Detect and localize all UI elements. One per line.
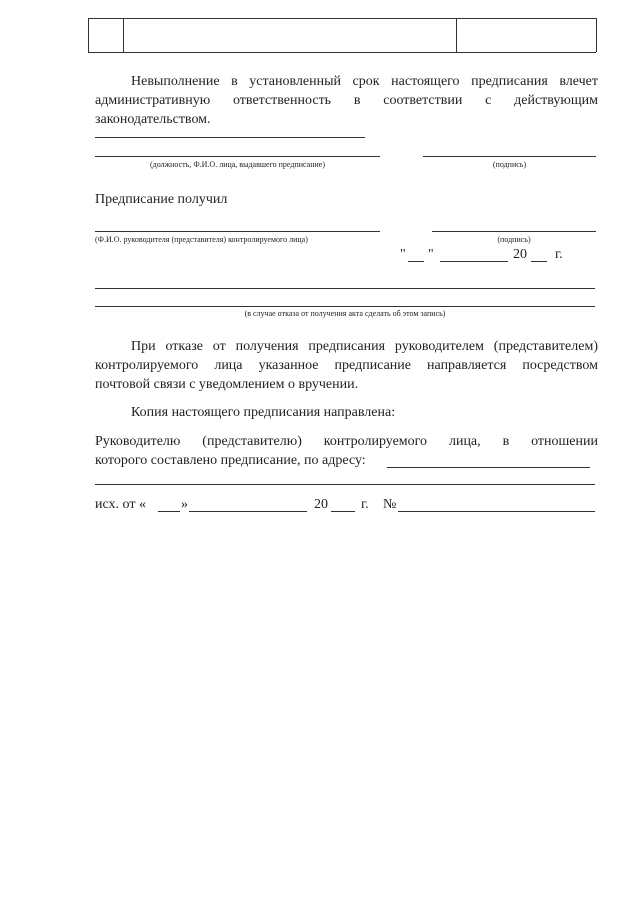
penalty-notice-line3: законодательством.	[95, 112, 211, 127]
head-name-line	[95, 231, 380, 232]
refusal-note-label: (в случае отказа от получения акта сделать об этом запись)	[244, 309, 446, 318]
recipient-paragraph	[95, 432, 598, 470]
outgoing-year-suffix: г.	[361, 497, 369, 512]
address-line	[387, 467, 590, 468]
refusal-paragraph-line3: почтовой связи с уведомлением о вручении.	[95, 377, 359, 392]
blank-line	[95, 137, 365, 138]
issuer-signature-label: (подпись)	[492, 160, 527, 169]
date-quote-open: "	[400, 247, 406, 262]
penalty-notice-line1: Невыполнение в установленный срок настоящего предписания влечет	[131, 74, 598, 89]
refusal-paragraph-line1: При отказе от получения предписания руководителем (представителем)	[131, 339, 598, 354]
date-year-suffix: г.	[555, 247, 563, 262]
issuer-signature-line	[423, 156, 596, 157]
refusal-paragraph-line2: контролируемого лица указанное предписание направляется посредством	[95, 358, 598, 373]
outgoing-year-prefix: 20	[314, 497, 328, 512]
date-year-prefix: 20	[513, 247, 527, 262]
outgoing-number-sign: №	[383, 497, 397, 512]
refusal-paragraph	[95, 337, 598, 394]
head-signature-label: (подпись)	[497, 235, 531, 244]
received-by-label: Предписание получил	[95, 192, 228, 207]
outgoing-prefix: исх. от «	[95, 497, 146, 512]
refusal-record-line-1	[95, 288, 595, 289]
issuer-position-label: (должность, Ф.И.О. лица, выдавшего предписание)	[150, 160, 325, 169]
head-signature-line	[432, 231, 596, 232]
received-date	[400, 245, 600, 265]
date-quote-close: "	[428, 247, 434, 262]
penalty-notice-line2: административную ответственность в соответствии с действующим	[95, 93, 598, 108]
penalty-notice	[95, 72, 598, 129]
address-line-2	[95, 484, 595, 485]
refusal-record-line-2	[95, 306, 595, 307]
issuer-position-line	[95, 156, 380, 157]
head-name-label: (Ф.И.О. руководителя (представителя) контролируемого лица)	[95, 235, 308, 244]
recipient-line2: которого составлено предписание, по адресу:	[95, 453, 366, 468]
outgoing-quote-close: »	[181, 497, 188, 512]
recipient-line1: Руководителю (представителю) контролируемого лица, в отношении	[95, 434, 598, 449]
copy-sent-label: Копия настоящего предписания направлена:	[131, 405, 396, 420]
outgoing-reference	[95, 495, 600, 517]
